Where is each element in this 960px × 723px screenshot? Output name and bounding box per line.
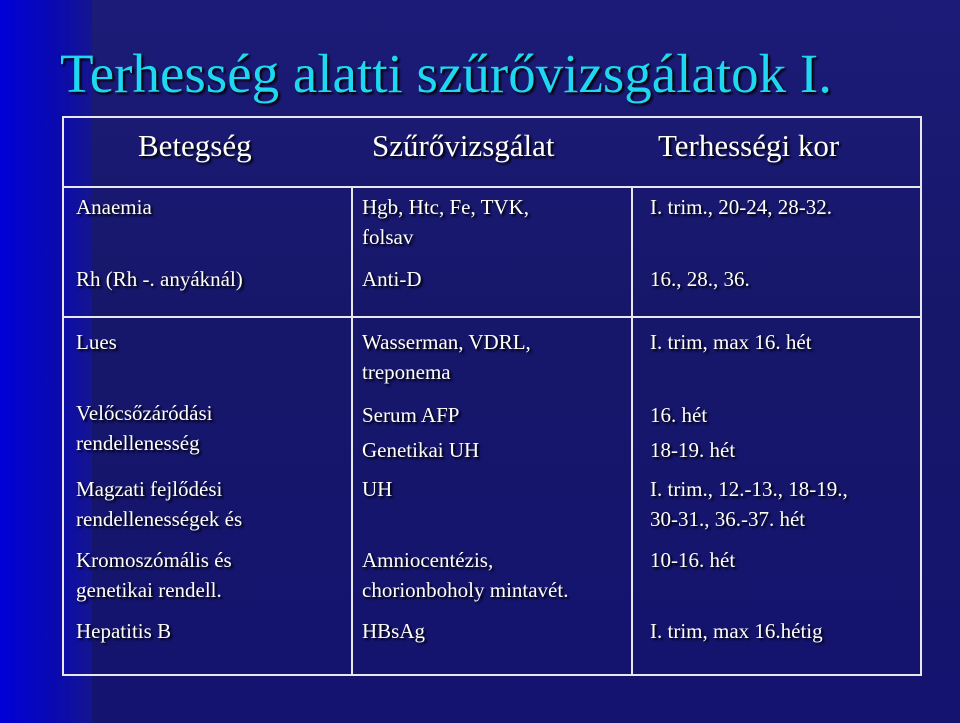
cell-screening: HBsAg xyxy=(362,619,426,643)
cell-screening: Serum AFP Genetikai UH xyxy=(362,403,480,462)
cell-disease: Lues xyxy=(76,330,117,354)
header-disease: Betegség xyxy=(138,128,252,163)
cell-screening: Anti-D xyxy=(362,267,422,291)
cell-screening: Wasserman, VDRL, treponema xyxy=(362,330,531,384)
cell-age: 16., 28., 36. xyxy=(650,267,750,291)
header-pregnancy-age: Terhességi kor xyxy=(658,128,840,163)
cell-age: I. trim., 12.-13., 18-19., 30-31., 36.-37. hét xyxy=(650,477,848,531)
cell-screening: Hgb, Htc, Fe, TVK, folsav xyxy=(362,195,530,249)
column-divider-2 xyxy=(631,186,633,676)
cell-disease: Anaemia xyxy=(76,195,152,219)
cell-age: I. trim, max 16. hét xyxy=(650,330,812,354)
cell-disease: Hepatitis B xyxy=(76,619,172,643)
cell-screening: Amniocentézis, chorionboholy mintavét. xyxy=(362,548,569,602)
cell-age: I. trim., 20-24, 28-32. xyxy=(650,195,832,219)
row-divider xyxy=(62,316,922,318)
header-screening: Szűrővizsgálat xyxy=(372,128,555,163)
cell-disease: Magzati fejlődési rendellenességek és xyxy=(76,477,243,531)
cell-age: 16. hét 18-19. hét xyxy=(650,403,736,462)
cell-age: 10-16. hét xyxy=(650,548,736,572)
cell-disease: Rh (Rh -. anyáknál) xyxy=(76,267,243,291)
cell-screening: UH xyxy=(362,477,393,501)
cell-disease: Kromoszómális és genetikai rendell. xyxy=(76,548,232,602)
slide-title: Terhesség alatti szűrővizsgálatok I. xyxy=(60,43,832,104)
cell-age: I. trim, max 16.hétig xyxy=(650,619,823,643)
header-divider xyxy=(62,186,922,188)
cell-disease: Velőcsőzáródási rendellenesség xyxy=(76,401,213,455)
column-divider-1 xyxy=(351,186,353,676)
